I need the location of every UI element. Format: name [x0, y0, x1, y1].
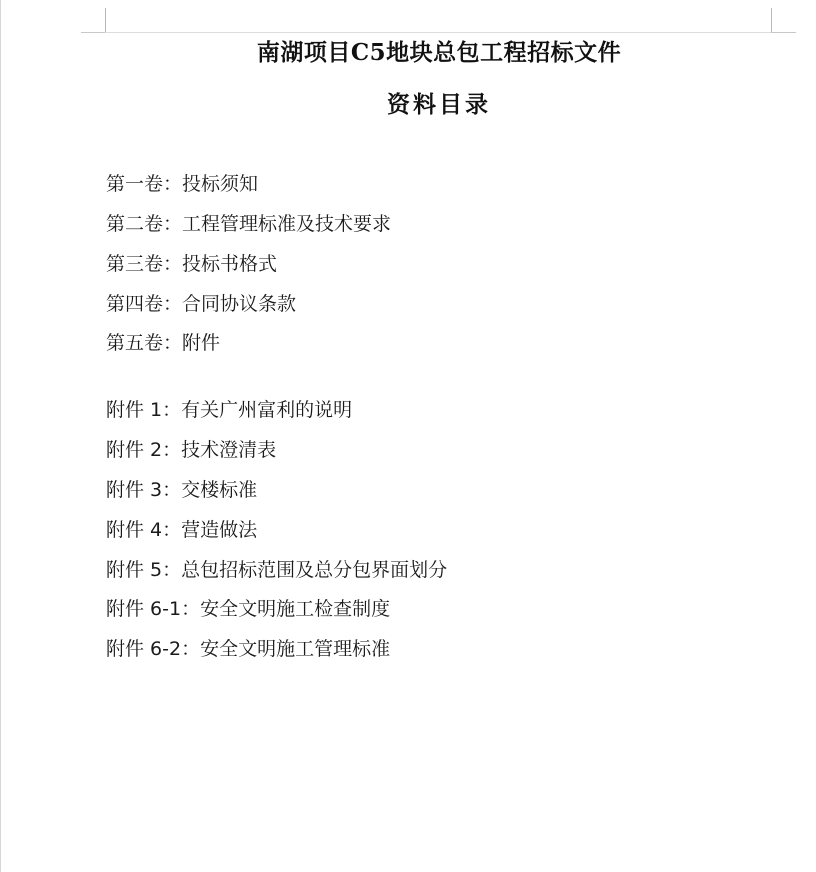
toc-attachment-5: 附件 5：总包招标范围及总分包界面划分 — [106, 559, 448, 581]
toc-attachment-1: 附件 1：有关广州富利的说明 — [106, 399, 353, 421]
toc-volume-2: 第二卷：工程管理标准及技术要求 — [106, 213, 392, 235]
toc-attachment-2: 附件 2：技术澄清表 — [106, 439, 277, 461]
toc-attachment-6-2: 附件 6-2：安全文明施工管理标准 — [106, 638, 391, 660]
document-title: 南湖项目C5地块总包工程招标文件 — [256, 39, 622, 66]
toc-attachment-4: 附件 4：营造做法 — [106, 519, 258, 541]
toc-volume-5: 第五卷：附件 — [106, 332, 221, 354]
crop-mark-top-right-vertical — [771, 8, 772, 33]
document-subtitle: 资料目录 — [387, 91, 491, 118]
toc-volume-3: 第三卷：投标书格式 — [106, 253, 278, 275]
header-line — [105, 32, 772, 33]
crop-mark-top-left-vertical — [105, 8, 106, 33]
toc-volume-4: 第四卷：合同协议条款 — [106, 293, 297, 315]
toc-attachment-6-1: 附件 6-1：安全文明施工检查制度 — [106, 598, 391, 620]
crop-mark-top-left-horizontal — [81, 32, 106, 33]
toc-attachment-3: 附件 3：交楼标准 — [106, 479, 258, 501]
crop-mark-top-right-horizontal — [771, 32, 796, 33]
toc-volume-1: 第一卷：投标须知 — [106, 173, 259, 195]
